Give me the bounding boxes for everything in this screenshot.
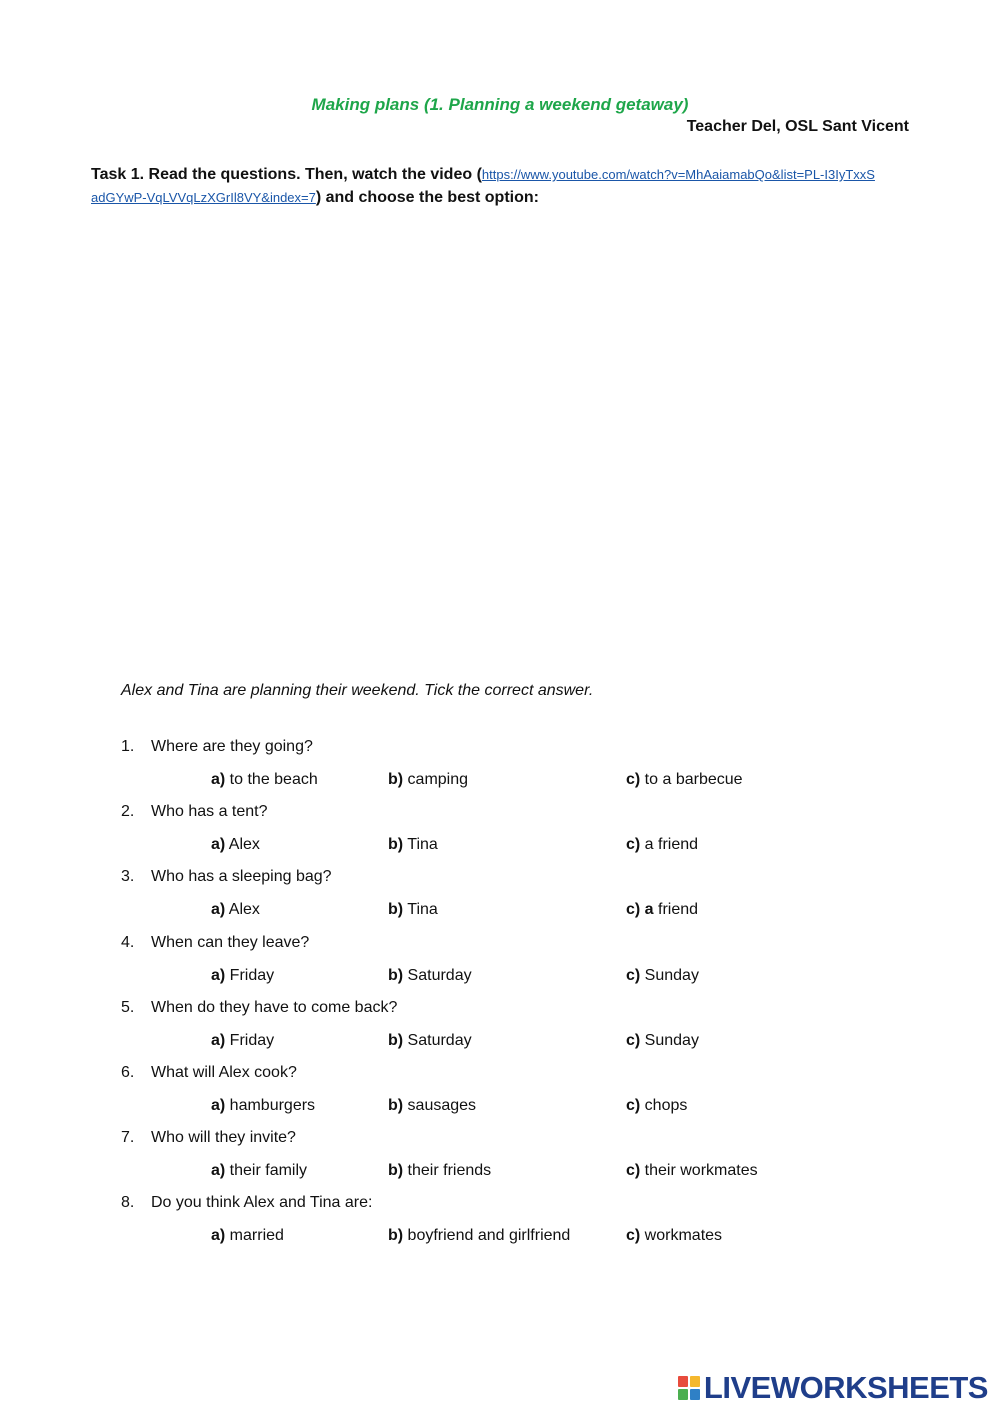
teacher-name: Teacher Del, OSL Sant Vicent [686,118,909,135]
question-item [121,1126,881,1191]
option-b[interactable]: b) their friends [388,1162,492,1180]
question-number: 5. [121,998,135,1016]
question-number: 8. [121,1194,135,1212]
question-number: 7. [121,1129,135,1147]
question-text: Who has a sleeping bag? [151,868,332,886]
option-a[interactable]: a) hamburgers [211,1096,316,1114]
option-b[interactable]: b) sausages [388,1096,477,1114]
option-c[interactable]: c) Sunday [626,966,699,984]
option-b[interactable]: b) Tina [388,901,438,919]
question-item [121,800,881,865]
question-number: 6. [121,1063,135,1081]
option-b[interactable]: b) Tina [388,836,438,854]
question-text: Who will they invite? [151,1129,296,1147]
question-text: Do you think Alex and Tina are: [151,1194,373,1212]
option-b[interactable]: b) camping [388,771,469,788]
logo-square-green [678,1389,688,1400]
option-a[interactable]: a) their family [211,1162,308,1180]
question-number: 2. [121,803,135,821]
question-item [121,1061,881,1126]
liveworksheets-logo-icon [678,1376,700,1400]
option-c[interactable]: c) chops [626,1096,688,1114]
option-a[interactable]: a) to the beach [211,771,318,788]
question-text: When can they leave? [151,933,310,951]
option-b[interactable]: b) Saturday [388,966,472,984]
question-text: When do they have to come back? [151,998,398,1016]
option-a[interactable]: a) Friday [211,1031,275,1049]
option-c[interactable]: c) Sunday [626,1031,699,1049]
logo-square-red [678,1376,688,1387]
question-item [121,1191,881,1256]
option-b[interactable]: b) boyfriend and girlfriend [388,1227,571,1245]
question-list [121,735,881,1257]
option-a[interactable]: a) married [211,1227,284,1245]
logo-square-yellow [690,1376,700,1387]
question-text: Where are they going? [151,738,313,755]
option-c[interactable]: c) to a barbecue [626,771,743,788]
option-c[interactable]: c) a friend [626,836,699,854]
question-number: 4. [121,933,135,951]
question-item [121,996,881,1061]
question-item [121,931,881,996]
question-item [121,735,881,800]
question-text: Who has a tent? [151,803,268,821]
task-instructions [91,163,881,209]
option-a[interactable]: a) Alex [211,836,260,854]
option-a[interactable]: a) Friday [211,966,275,984]
video-link[interactable]: https://www.youtube.com/watch?v=MhAaiamabQo&list=PL-I3IyTxxSadGYwP-VqLVVqLzXGrIl8VY&index=7 [91,167,875,205]
task-tail: ) and choose the best option: [315,189,539,206]
question-text: What will Alex cook? [151,1063,297,1081]
question-number: 1. [121,738,135,755]
question-number: 3. [121,868,135,886]
option-b[interactable]: b) Saturday [388,1031,472,1049]
option-c[interactable]: c) workmates [626,1227,723,1245]
liveworksheets-logo [678,1370,988,1406]
instructions-intro: Alex and Tina are planning their weekend. Tick the correct answer. [121,682,594,699]
option-c[interactable]: c) their workmates [626,1162,758,1180]
task-lead: Task 1. Read the questions. Then, watch the video ( [91,166,482,183]
option-a[interactable]: a) Alex [211,901,260,919]
option-c[interactable]: c) a friend [626,901,699,919]
logo-square-blue [690,1389,700,1400]
worksheet-title: Making plans (1. Planning a weekend getaway) [311,95,689,114]
logo-text: LIVEWORKSHEETS [703,1370,988,1405]
question-item [121,865,881,930]
